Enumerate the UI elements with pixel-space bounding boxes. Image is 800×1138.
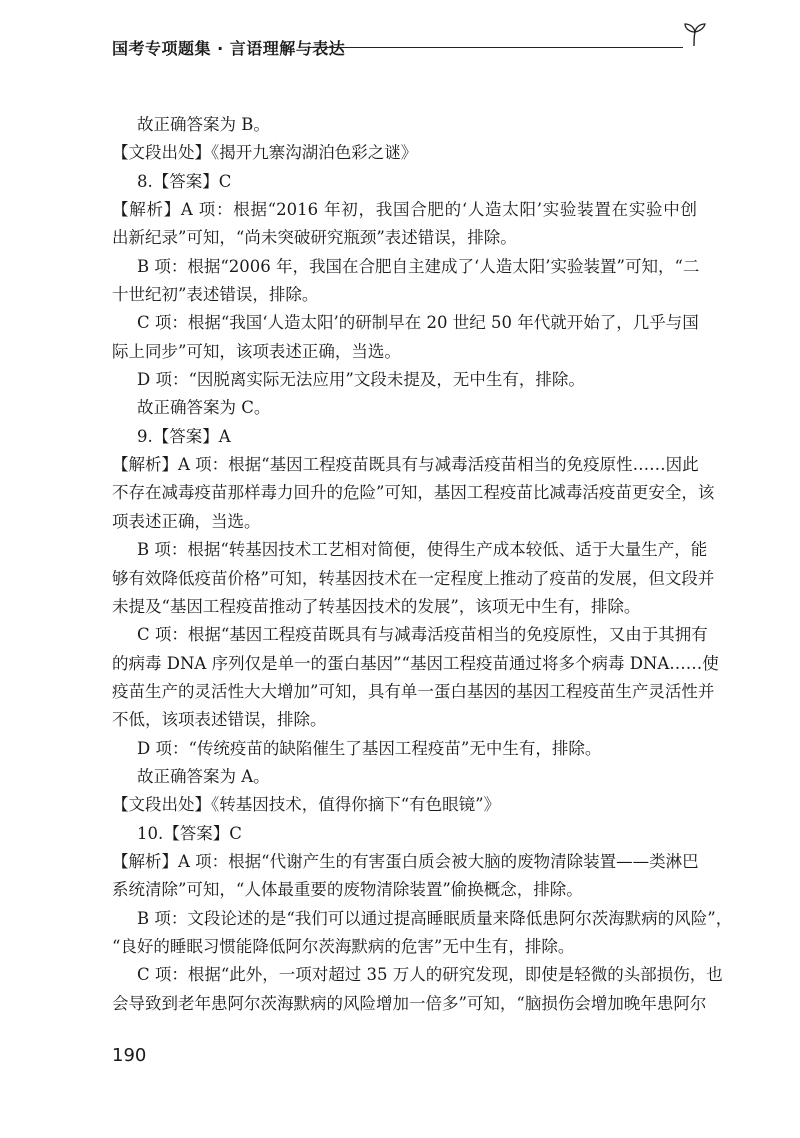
text-line: C 项：根据“此外，一项对超过 35 万人的研究发现，即使是轻微的头部损伤，也 [137,965,723,985]
sprout-icon [681,22,707,48]
source-line: 【文段出处】《揭开九寨沟湖泊色彩之谜》 [112,143,418,163]
text-line: 会导致到老年患阿尔茨海默病的风险增加一倍多”可知，“脑损伤会增加晚年患阿尔 [112,993,707,1013]
text-line: 项表述正确，当选。 [112,511,261,531]
text-line: 【解析】A 项：根据“2016 年初，我国合肥的‘人造太阳’实验装置在实验中创 [112,200,697,220]
text-line: B 项：根据“转基因技术工艺相对简便，使得生产成本较低、适于大量生产，能 [137,540,708,560]
text-line: 疫苗生产的灵活性大大增加”可知，具有单一蛋白基因的基因工程疫苗生产灵活性并 [112,681,715,701]
text-line: 系统清除”可知，“人体最重要的废物清除装置”偷换概念，排除。 [112,880,583,900]
text-line: C 项：根据“我国‘人造太阳’的研制早在 20 世纪 50 年代就开始了，几乎与国 [137,313,699,333]
text-line: B 项：文段论述的是“我们可以通过提高睡眠质量来降低患阿尔茨海默病的风险”， [137,908,733,928]
text-line: 际上同步”可知，该项表述正确，当选。 [112,341,401,361]
running-header [112,36,707,70]
answer-explanations [112,111,733,1018]
text-line: 出新纪录”可知，“尚未突破研究瓶颈”表述错误，排除。 [112,228,517,248]
text-line: 不低，该项表述错误，排除。 [112,710,327,730]
text-line: 故正确答案为 B。 [137,115,270,134]
text-line: 【解析】A 项：根据“代谢产生的有害蛋白质会被大脑的废物清除装置——类淋巴 [112,851,699,871]
text-line: C 项：根据“基因工程疫苗既具有与减毒活疫苗相当的免疫原性，又由于其拥有 [137,625,708,645]
text-line: B 项：根据“2006 年，我国在合肥自主建成了‘人造太阳’实验装置”可知，“二 [137,256,700,276]
text-line: “良好的睡眠习惯能降低阿尔茨海默病的危害”无中生有，排除。 [112,936,575,956]
header-rule [309,47,683,48]
text-line: 故正确答案为 C。 [137,398,271,418]
text-line: 十世纪初”表述错误，排除。 [112,285,319,305]
answer-line: 8.【答案】C [137,171,232,191]
text-line: 故正确答案为 A。 [137,766,270,786]
source-line: 【文段出处】《转基因技术，值得你摘下“有色眼镜”》 [112,795,501,815]
text-line: D 项：“传统疫苗的缺陷催生了基因工程疫苗”无中生有，排除。 [137,738,602,758]
text-line: 【解析】A 项：根据“基因工程疫苗既具有与减毒活疫苗相当的免疫原性……因此 [112,455,699,475]
text-line: D 项：“因脱离实际无法应用”文段未提及，无中生有，排除。 [137,370,585,390]
text-line: 不存在减毒疫苗那样毒力回升的危险”可知，基因工程疫苗比减毒活疫苗更安全，该 [112,483,715,503]
page-number: 190 [112,1045,147,1066]
text-line: 够有效降低疫苗价格”可知，转基因技术在一定程度上推动了疫苗的发展，但文段并 [112,568,715,588]
answer-line: 9.【答案】A [137,426,231,446]
text-line: 的病毒 DNA 序列仅是单一的蛋白基因”“基因工程疫苗通过将多个病毒 DNA……使 [112,653,719,673]
header-title: 国考专项题集 · 言语理解与表达 [112,39,346,58]
answer-line: 10.【答案】C [137,823,242,843]
text-line: 未提及“基因工程疫苗推动了转基因技术的发展”，该项无中生有，排除。 [112,596,641,616]
